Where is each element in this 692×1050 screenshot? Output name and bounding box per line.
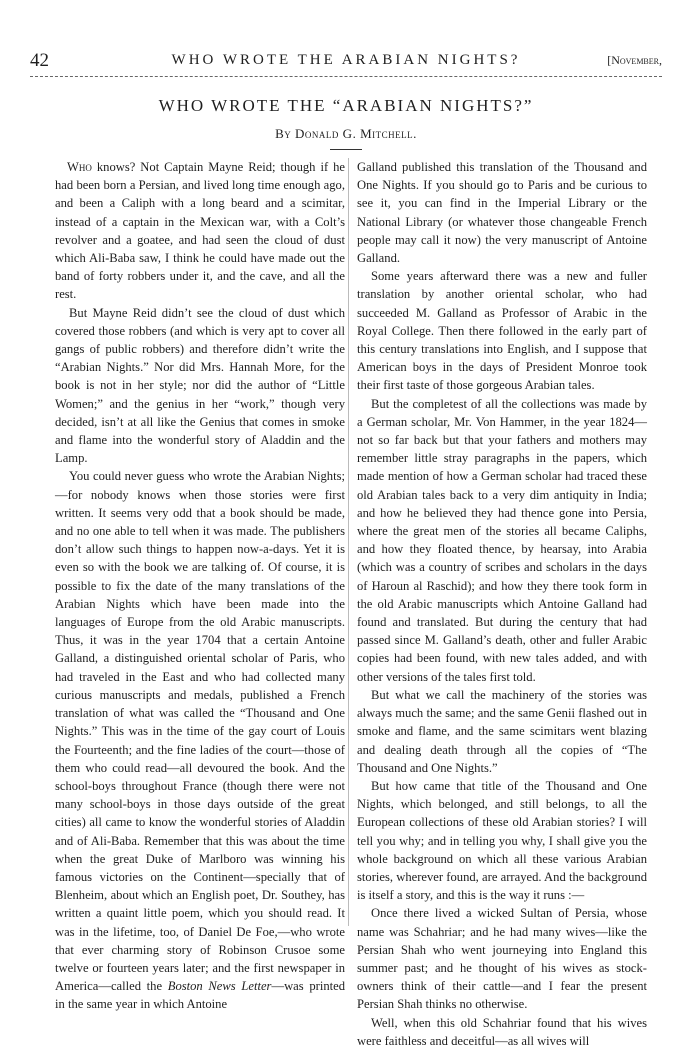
paragraph-text: knows? Not Captain Mayne Reid; though if he had been born a Persian, and lived long time enough ago, and been a Caliph with a long beard and a scimitar, instead of a captain in the Mexican war, with a Colt’s revolver and a goatee, and had seen the cloud of dust which Ali-Baba saw, I think he could have made out the band of forty robbers under it, and the cave, and all the rest. [55,160,345,302]
paragraph: Once there lived a wicked Sultan of Persia, whose name was Schahriar; and he had many wives—like the Persian Shah who went journeying into England this summer past; and he thought of his wives as stock-owners think of their cattle—and I fear the present Persian Shah thinks no otherwise. [357,906,647,1012]
paragraph: But the completest of all the collections was made by a German scholar, Mr. Von Hammer, in the year 1824—not so far back but that your fathers and mothers may remember little stray paragraphs in the papers, which made mention of how a German scholar had traced these old Arabian tales back to a very dim antiquity in India; and how he believed they had thence gone into Persia, where the great men of the stories all became Caliphs, and how they floated thence, by hearsay, into Arabia (which was a country of scribes and scholars in the days of Haroun al Raschid); and how they there took form in the old Arabic manuscripts which Antoine Galland had found and translated. But during the century that had passed since M. Galland’s death, other and fuller Arabic copies had been found, with new tales added, and with other versions of the tales first told. [357,396,647,684]
paragraph: Galland published this translation of the Thousand and One Nights. If you should go to Paris and be curious to see it, you can find in the Imperial Library or the National Library (or whatever those changeable French people may call it now) the very manuscript of Antoine Galland. [357,160,647,266]
paragraph: But how came that title of the Thousand and One Nights, which belonged, and still belongs, to all the European collections of these old Arabian stories? I will tell you why; and in telling you why, I shall give you the whole background on which all these various Arabian stories, wherever found, are arrayed. And the background is itself a story, and this is the way it runs :— [357,778,647,903]
page-number: 42 [30,50,49,71]
paragraph: But Mayne Reid didn’t see the cloud of dust which covered those robbers (and which is very apt to cover all gangs of public robbers) and therefore didn’t write the “Arabian Nights.” Nor did Mrs. Hannah More, for the book is not in her style; nor did the author of “Little Women;” and the genius in her “work,” though very decided, isn’t at all like the Genius that comes in smoke and flame into the wonderful story of Aladdin and the Lamp. [55,305,345,466]
running-head [30,50,662,72]
running-title: WHO WROTE THE ARABIAN NIGHTS? [171,52,521,68]
drop-word: Who [67,160,92,174]
paragraph: Well, when this old Schahriar found that his wives were faithless and deceitful—as all wives will [357,1015,647,1048]
paragraph [55,467,345,1013]
paragraph-text: —was printed in the same year in which Antoine [55,979,345,1012]
paragraph [55,158,345,304]
paragraph-text: You could never guess who wrote the Arabian Nights;—for nobody knows when those stories were first written. It seems very odd that a book should be made, and no one able to tell when it was made. The publishers don’t allow such things to happen now-a-days. Yet it is even so with the book we are talking of. Of course, it is possible to fix the date of the many translations of the Arabian Nights which have been made into the languages of Europe from the old Arabic manuscripts. Thus, it was in the year 1704 that a certain Antoine Galland, a distinguished oriental scholar of Paris, who had traveled in the East and who had collected many curious manuscripts and medals, published a French translation of what was called the “Thousand and One Nights.” This was in the time of the gay court of Louis the Fourteenth; and the fine ladies of the court—those of them who could read—all devoured the book. And the school-boys throughout France (though there were not many school-boys in those days outside of the great cities) all came to know the wonderful stories of Aladdin and of Ali-Baba. Remember that this was about the time when the great Duke of Marlboro was winning his famous victories on the Continent—specially that of Blenheim, about which an English poet, Dr. Southey, has written a quaint little poem, which you should read. It was in the lifetime, too, of Daniel De Foe,—who wrote that ever charming story of Robinson Crusoe some twelve or fourteen years later; and the first newspaper in America—called the [55,469,345,994]
header-rule [30,76,662,77]
column-divider [348,158,349,926]
left-column [55,158,345,1014]
paragraph: But what we call the machinery of the stories was always much the same; and the same Genii flashed out in smoke and flame, and the same scimitars went blazing and dealing death through all the copies of “The Thousand and One Nights.” [357,687,647,775]
title-rule [330,149,362,150]
article-title: WHO WROTE THE “ARABIAN NIGHTS?” [158,96,534,115]
right-column [357,158,647,1050]
running-month: [November, [607,53,662,67]
paragraph: Some years afterward there was a new and fuller translation by another oriental scholar, who had succeeded M. Galland as Professor of Arabic in the Royal College. Then there followed in the early part of this century translations into English, and I suppose that American boys in the days of President Monroe took their first taste of those gorgeous Arabian tales. [357,269,647,393]
newspaper-title: Boston News Letter [167,979,272,994]
byline: By Donald G. Mitchell. [275,126,417,141]
